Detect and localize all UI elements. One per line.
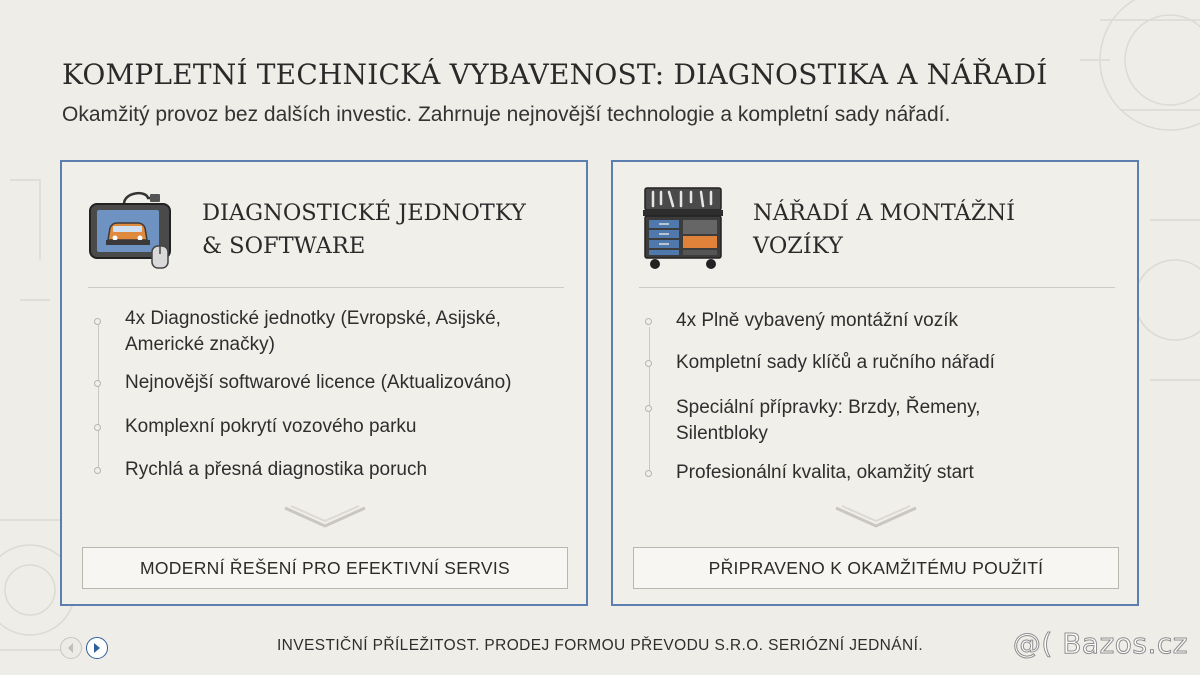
list-item-text: Rychlá a přesná diagnostika poruch (125, 459, 428, 480)
list-item-text: 4x Diagnostické jednotky (Evropské, Asijské, Americké značky) (125, 308, 501, 355)
feature-list (62, 162, 586, 604)
modern-solution-button[interactable]: MODERNÍ ŘEŠENÍ PRO EFEKTIVNÍ SERVIS (82, 547, 568, 589)
list-item-text: Komplexní pokrytí vozového parku (125, 416, 417, 437)
panel-title-line2: VOZÍKY (753, 233, 843, 259)
bullet-icon (645, 360, 652, 367)
page-subtitle: Okamžitý provoz bez dalších investic. Zahrnuje nejnovější technologie a kompletní sady nářadí. (62, 103, 951, 126)
chevron-down-icon (283, 504, 367, 532)
page-title: KOMPLETNÍ TECHNICKÁ VYBAVENOST: DIAGNOSTIKA A NÁŘADÍ (62, 58, 1048, 91)
diagnostics-panel (60, 160, 588, 606)
feature-list (613, 162, 1137, 604)
bullet-icon (94, 467, 101, 474)
bullet-icon (645, 318, 652, 325)
bullet-icon (94, 380, 101, 387)
list-item-text: 4x Plně vybavený montážní vozík (676, 310, 958, 331)
bullet-icon (645, 405, 652, 412)
list-item-text: Profesionální kvalita, okamžitý start (676, 462, 974, 483)
panel-title-line1: DIAGNOSTICKÉ JEDNOTKY (202, 200, 526, 226)
bazos-watermark: @( Bazos.cz (1012, 627, 1188, 660)
bullet-icon (94, 318, 101, 325)
chevron-down-icon (834, 504, 918, 532)
list-item-text: Kompletní sady klíčů a ručního nářadí (676, 352, 995, 373)
bullet-icon (94, 424, 101, 431)
tools-panel (611, 160, 1139, 606)
panel-title-line2: & SOFTWARE (202, 233, 366, 259)
bullet-icon (645, 470, 652, 477)
ready-to-use-button[interactable]: PŘIPRAVENO K OKAMŽITÉMU POUŽITÍ (633, 547, 1119, 589)
footer-text: INVESTIČNÍ PŘÍLEŽITOST. PRODEJ FORMOU PŘEVODU S.R.O. SERIÓZNÍ JEDNÁNÍ. (276, 637, 924, 654)
panel-title-line1: NÁŘADÍ A MONTÁŽNÍ (753, 200, 1016, 226)
list-item-text: Speciální přípravky: Brzdy, Řemeny, Silentbloky (676, 397, 981, 444)
list-item-text: Nejnovější softwarové licence (Aktualizováno) (125, 372, 512, 393)
